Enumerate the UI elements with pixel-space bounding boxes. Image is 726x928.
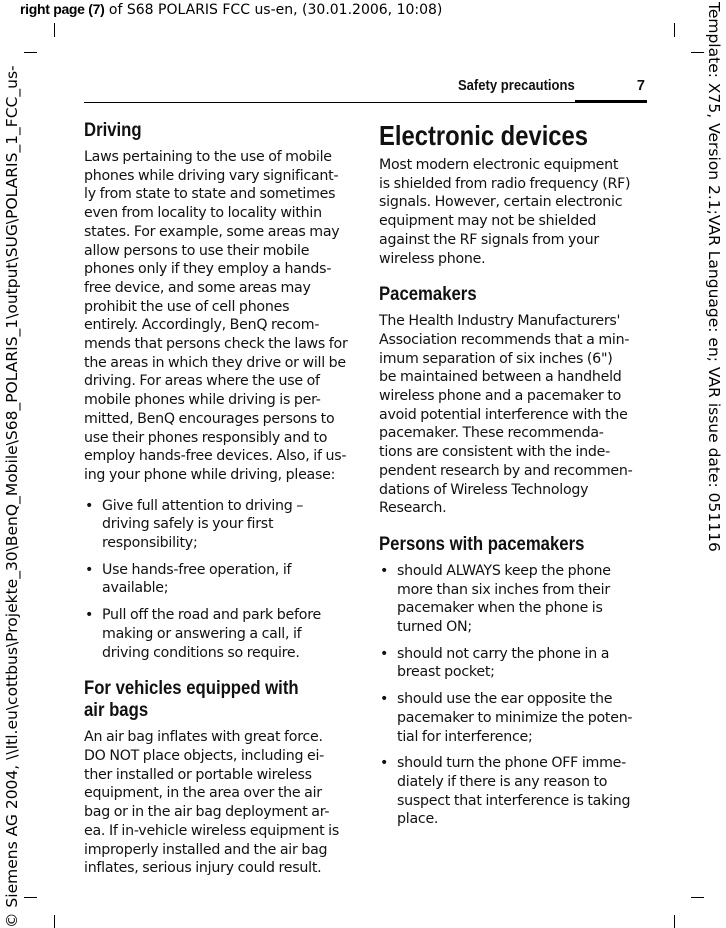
text-line: The Health Industry Manufacturers'	[379, 313, 621, 330]
text-line: ly from state to state and sometimes	[84, 186, 336, 203]
copyright-path-text: © Siemens AG 2004, \\Itl.eu\cottbus\Projekte_30\BenQ_Mobile\S68_POLARIS_1\output\SUG\POLARIS_1_FCC_us-	[3, 65, 21, 928]
text-line: improperly installed and the air bag	[84, 841, 328, 858]
text-line: phones only if they employ a hands-	[84, 261, 332, 278]
text-line: more than six inches from their	[397, 581, 610, 598]
text-line: equipment may not be shielded	[379, 213, 597, 230]
heading-line: For vehicles equipped with	[84, 678, 299, 700]
text-line: equipment, in the area over the air	[84, 785, 322, 802]
list-item	[84, 497, 354, 553]
text-line: tions are consistent with the inde-	[379, 444, 611, 461]
running-header	[84, 78, 647, 103]
bullet-icon: •	[85, 561, 94, 578]
text-line: wireless phone.	[379, 250, 486, 267]
text-line: pendent research by and recommen-	[379, 462, 633, 479]
text-line: An air bag inflates with great force.	[84, 729, 323, 746]
print-metadata	[20, 0, 442, 19]
text-line: ea. If in-vehicle wireless equipment is	[84, 822, 339, 839]
text-line: should use the ear opposite the	[397, 691, 613, 708]
electronic-devices-heading: Electronic devices	[379, 120, 589, 151]
page-number: 7	[636, 78, 645, 94]
list-item	[379, 754, 649, 829]
crop-mark-bottom-left-h	[24, 897, 37, 898]
crop-mark-top-right-v	[674, 23, 675, 37]
crop-mark-bottom-right-h	[691, 897, 704, 898]
text-line: even from locality to locality within	[84, 205, 322, 222]
text-line: mitted, BenQ encourages persons to	[84, 410, 335, 427]
text-line: Use hands-free operation, if	[102, 561, 292, 578]
text-line: employ hands-free devices. Also, if us-	[84, 448, 347, 465]
bullet-icon: •	[85, 497, 94, 514]
right-column	[379, 120, 649, 841]
list-item	[379, 562, 649, 637]
driving-heading: Driving	[84, 120, 142, 141]
text-line: imum separation of six inches (6")	[379, 350, 613, 367]
list-item	[379, 690, 649, 746]
bullet-icon: •	[380, 645, 389, 662]
text-line: diately if there is any reason to	[397, 773, 608, 790]
text-line: use their phones responsibly and to	[84, 429, 328, 446]
text-line: tial for interference;	[397, 728, 533, 745]
header-rule	[84, 102, 647, 103]
text-line: phones while driving vary significant-	[84, 167, 339, 184]
text-line: driving safely is your first	[102, 516, 274, 533]
driving-paragraph	[84, 148, 354, 485]
text-line: Give full attention to driving –	[102, 497, 304, 514]
text-line: Laws pertaining to the use of mobile	[84, 149, 332, 165]
text-line: driving. For areas where the use of	[84, 373, 320, 390]
bullet-icon: •	[380, 755, 389, 772]
text-line: available;	[102, 580, 169, 597]
text-line: Research.	[379, 500, 447, 517]
template-info-text: Template: X75, Version 2.1;VAR Language: en; VAR issue date: 051116	[705, 2, 723, 552]
text-line: against the RF signals from your	[379, 231, 599, 248]
text-line: be maintained between a handheld	[379, 369, 622, 386]
heading-line: air bags	[84, 700, 149, 722]
text-line: DO NOT place objects, including ei-	[84, 747, 325, 764]
crop-mark-bottom-right-v	[674, 915, 675, 928]
text-line: driving conditions so require.	[102, 644, 300, 661]
text-line: should ALWAYS keep the phone	[397, 562, 611, 579]
header-rule-thick	[575, 100, 647, 103]
bullet-icon: •	[380, 691, 389, 708]
text-line: mobile phones while driving is per-	[84, 392, 321, 409]
section-title: Safety precautions	[458, 78, 575, 94]
text-line: turned ON;	[397, 619, 472, 636]
text-line: Association recommends that a min-	[379, 331, 630, 348]
text-line: should not carry the phone in a	[397, 645, 610, 662]
print-metadata-page: right page (7)	[20, 1, 105, 17]
text-line: inflates, serious injury could result.	[84, 860, 322, 877]
text-line: is shielded from radio frequency (RF)	[379, 175, 631, 192]
text-line: making or answering a call, if	[102, 625, 302, 642]
pacemaker-bullet-list	[379, 562, 649, 829]
list-item	[84, 561, 354, 598]
persons-with-pacemakers-heading: Persons with pacemakers	[379, 533, 585, 555]
text-line: ing your phone while driving, please:	[84, 466, 336, 483]
text-line: pacemaker when the phone is	[397, 600, 603, 617]
pacemakers-heading: Pacemakers	[379, 284, 477, 306]
bullet-icon: •	[85, 607, 94, 624]
text-line: avoid potential interference with the	[379, 406, 628, 423]
text-line: breast pocket;	[397, 664, 495, 681]
text-line: free device, and some areas may	[84, 279, 311, 296]
text-line: allow persons to use their mobile	[84, 242, 310, 259]
text-line: the areas in which they drive or will be	[84, 354, 346, 371]
text-line: should turn the phone OFF imme-	[397, 755, 627, 772]
crop-mark-top-left-v	[54, 23, 55, 37]
text-line: prohibit the use of cell phones	[84, 298, 290, 315]
text-line: responsibility;	[102, 535, 198, 552]
text-line: pacemaker. These recommenda-	[379, 425, 604, 442]
text-line: entirely. Accordingly, BenQ recom-	[84, 317, 320, 334]
air-bags-heading	[84, 678, 322, 722]
driving-bullet-list	[84, 497, 354, 663]
text-line: bag or in the air bag deployment ar-	[84, 804, 330, 821]
list-item	[84, 606, 354, 662]
text-line: ther installed or portable wireless	[84, 766, 312, 783]
left-column	[84, 120, 354, 890]
pacemakers-paragraph	[379, 312, 649, 518]
crop-mark-top-right-h	[691, 52, 704, 53]
text-line: wireless phone and a pacemaker to	[379, 388, 622, 405]
crop-mark-top-left-h	[24, 52, 37, 53]
electronic-devices-paragraph	[379, 156, 649, 268]
crop-mark-bottom-left-v	[54, 915, 55, 928]
text-line: signals. However, certain electronic	[379, 194, 623, 211]
text-line: Pull off the road and park before	[102, 607, 321, 624]
text-line: pacemaker to minimize the poten-	[397, 709, 633, 726]
text-line: dations of Wireless Technology	[379, 481, 589, 498]
print-metadata-details: of S68 POLARIS FCC us-en, (30.01.2006, 10:08)	[104, 2, 443, 18]
text-line: states. For example, some areas may	[84, 223, 340, 240]
text-line: mends that persons check the laws for	[84, 336, 348, 353]
air-bags-paragraph	[84, 728, 354, 878]
list-item	[379, 645, 649, 682]
bullet-icon: •	[380, 562, 389, 579]
text-line: Most modern electronic equipment	[379, 157, 619, 173]
text-line: place.	[397, 811, 439, 828]
text-line: suspect that interference is taking	[397, 792, 631, 809]
